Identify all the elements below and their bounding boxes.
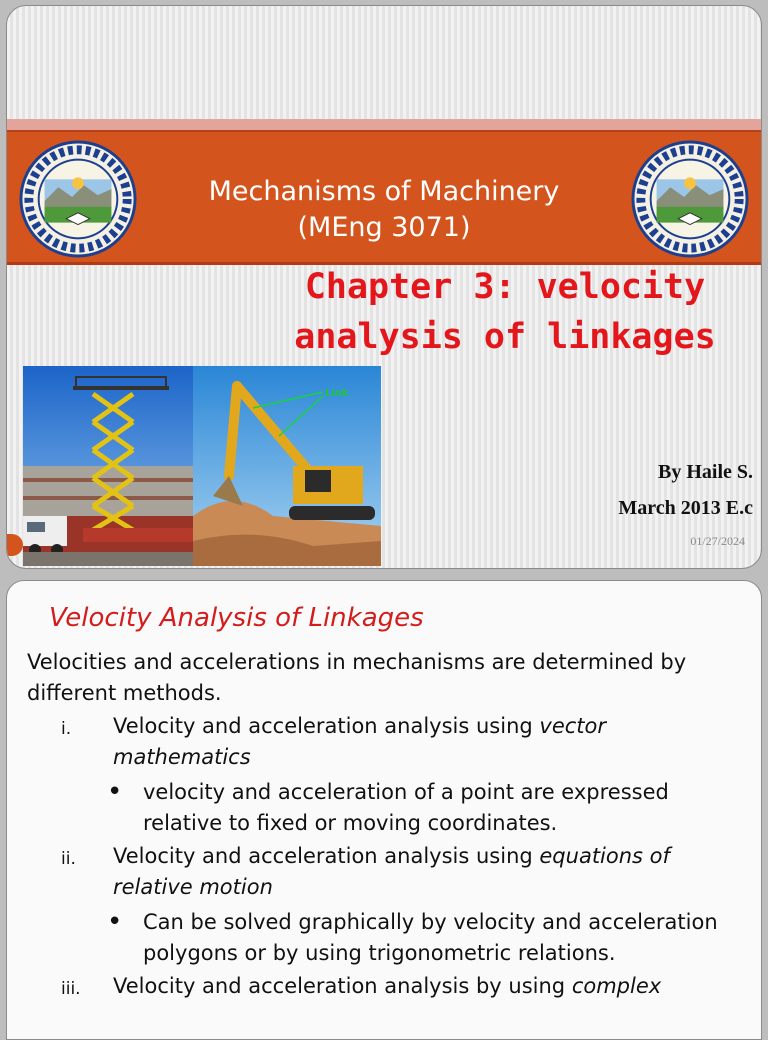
- author-date: March 2013 E.c: [618, 497, 753, 519]
- course-title: [127, 174, 641, 246]
- title-slide: [6, 5, 762, 569]
- list-text: Velocity and acceleration analysis using: [113, 714, 540, 738]
- author-name: By Haile S.: [657, 461, 753, 483]
- title-banner: [7, 130, 761, 265]
- intro-paragraph: Velocities and accelerations in mechanisms are determined by different methods.: [27, 650, 687, 705]
- university-seal-icon: [19, 140, 137, 258]
- list-emphasis: complex: [571, 974, 662, 998]
- list-number: iii.: [61, 979, 81, 999]
- link-label: Link: [325, 388, 349, 399]
- list-item: [27, 971, 741, 1002]
- author-block: [618, 454, 753, 526]
- list-text: Velocity and acceleration analysis by using: [113, 974, 572, 998]
- slide-title: Velocity Analysis of Linkages: [49, 603, 424, 633]
- list-item: [27, 841, 741, 903]
- list-text: Velocity and acceleration analysis using: [113, 844, 540, 868]
- sub-bullet: [27, 907, 741, 969]
- chapter-title-line1: Chapter 3: velocity: [304, 267, 706, 307]
- chapter-title: [275, 262, 735, 362]
- scissor-lift-photo: [23, 366, 193, 566]
- chapter-title-line2: analysis of linkages: [294, 317, 716, 357]
- slide-marker: [7, 534, 23, 556]
- university-seal-icon: [631, 140, 749, 258]
- excavator-photo: [193, 366, 381, 566]
- bullet-icon: •: [107, 907, 123, 937]
- bullet-text: velocity and acceleration of a point are expressed relative to fixed or moving coordinates.: [143, 780, 669, 835]
- list-emphasis: equations of relative motion: [113, 844, 670, 899]
- footer-date: 01/27/2024: [690, 534, 745, 548]
- course-title-line2: (MEng 3071): [297, 212, 471, 243]
- bullet-text: Can be solved graphically by velocity and acceleration polygons or by using trigonometric relations.: [143, 910, 718, 965]
- course-title-line1: Mechanisms of Machinery: [208, 176, 560, 207]
- list-item: [27, 711, 741, 773]
- bullet-icon: •: [107, 777, 123, 807]
- list-number: ii.: [61, 849, 76, 869]
- sub-bullet: [27, 777, 741, 839]
- list-emphasis: vector mathematics: [113, 714, 606, 769]
- slide-body: [27, 647, 741, 1002]
- content-slide: [6, 580, 762, 1040]
- list-number: i.: [61, 719, 72, 739]
